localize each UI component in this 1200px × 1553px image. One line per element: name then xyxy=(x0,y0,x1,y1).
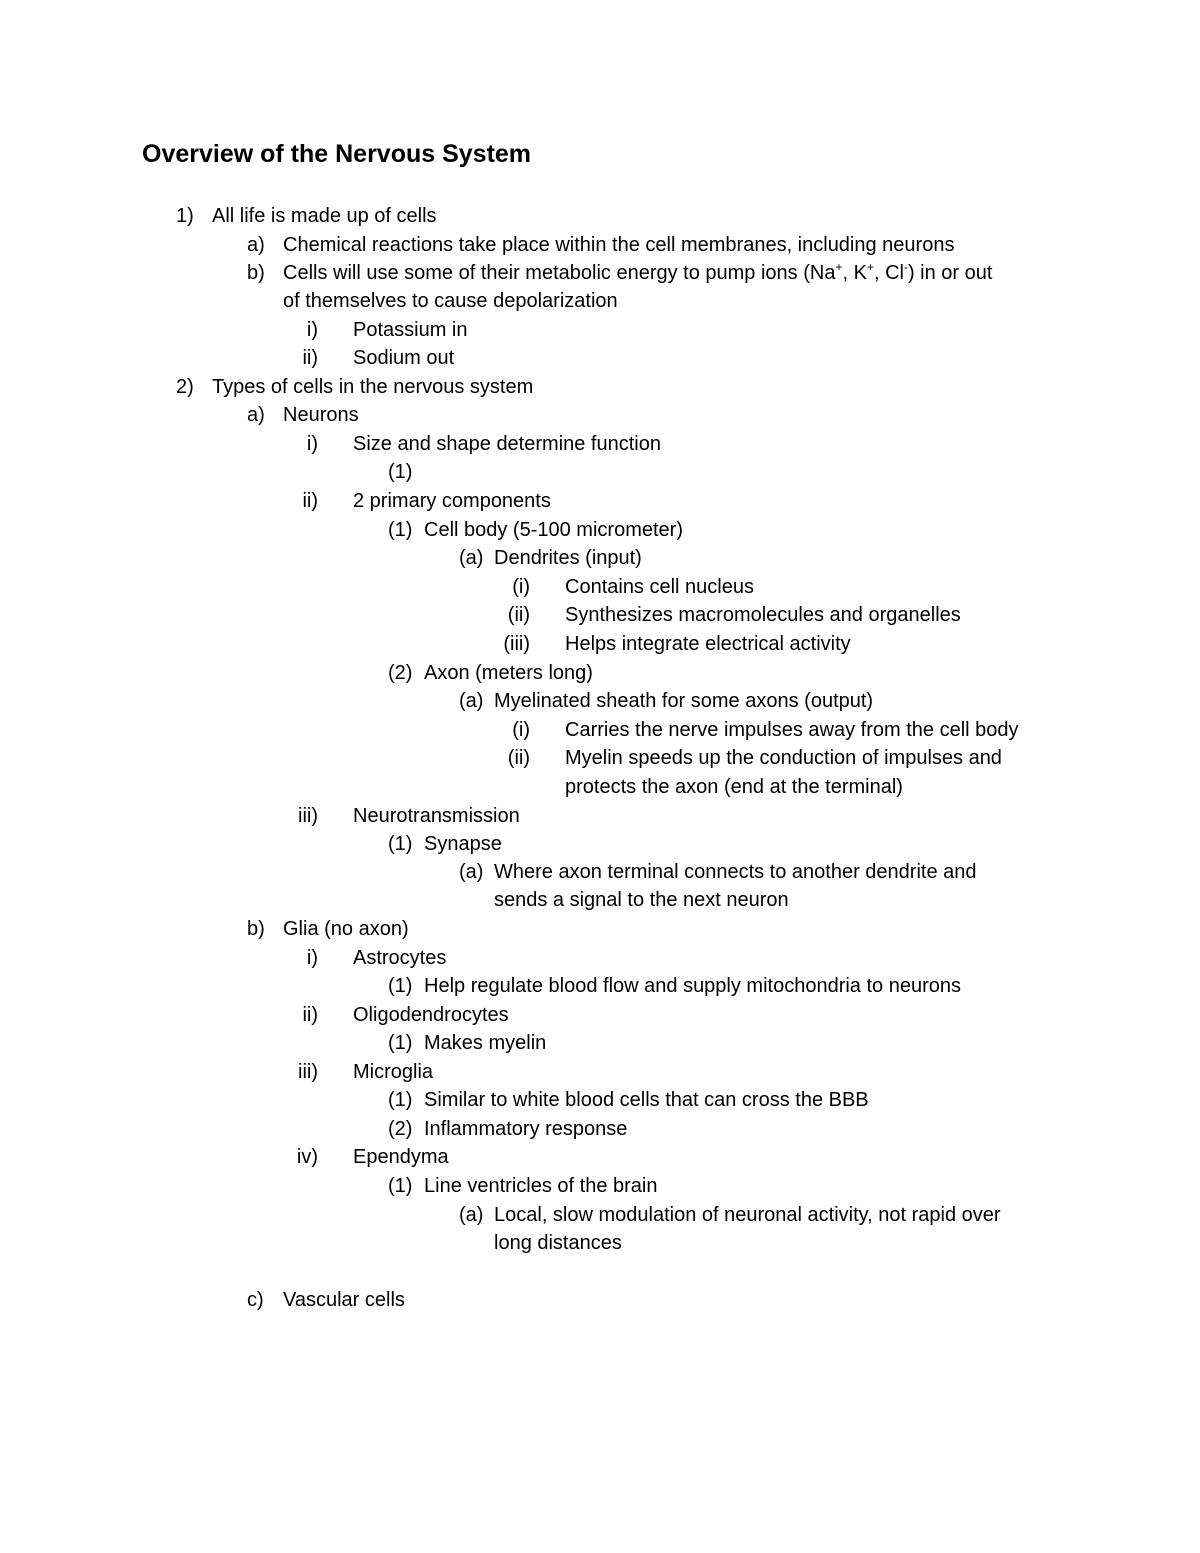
superscript: - xyxy=(903,260,908,274)
list-item-text: Ependyma xyxy=(353,1146,449,1168)
outline-item-level4 xyxy=(0,972,1200,1000)
list-item-text: Myelinated sheath for some axons (output) xyxy=(494,690,874,712)
list-marker: i) xyxy=(306,433,318,455)
outline-item-level2 xyxy=(0,1286,1200,1314)
outline-item-level4 xyxy=(0,1029,1200,1057)
list-item-text: Line ventricles of the brain xyxy=(424,1175,658,1197)
list-marker: (1) xyxy=(388,519,413,541)
list-marker: (a) xyxy=(459,690,484,712)
list-marker: (a) xyxy=(459,547,484,569)
list-marker: (i) xyxy=(512,719,530,741)
list-marker: 2) xyxy=(176,376,194,398)
list-item-text: Where axon terminal connects to another dendrite and xyxy=(494,861,977,883)
outline-item-level3 xyxy=(0,1058,1200,1086)
list-item-text: All life is made up of cells xyxy=(212,205,437,227)
list-marker: (iii) xyxy=(503,633,530,655)
outline-item-level6 xyxy=(0,573,1200,601)
list-item-text: Microglia xyxy=(353,1061,434,1083)
list-marker: b) xyxy=(247,918,265,940)
list-marker: i) xyxy=(306,319,318,341)
outline-item-level5 xyxy=(0,687,1200,715)
outline-item-level3 xyxy=(0,1001,1200,1029)
outline-item-level3 xyxy=(0,430,1200,458)
list-marker: ii) xyxy=(302,347,318,369)
list-item-text: Inflammatory response xyxy=(424,1118,628,1140)
list-marker: (ii) xyxy=(507,604,530,626)
list-marker: ii) xyxy=(302,1004,318,1026)
outline-item-level5 xyxy=(0,858,1200,886)
outline-item-level3 xyxy=(0,487,1200,515)
list-marker: (1) xyxy=(388,1175,413,1197)
outline-item-level1 xyxy=(0,202,1200,230)
list-item-text: Makes myelin xyxy=(424,1032,547,1054)
list-marker: c) xyxy=(247,1289,264,1311)
list-marker: (1) xyxy=(388,1032,413,1054)
list-marker: a) xyxy=(247,234,265,256)
list-marker: (1) xyxy=(388,833,413,855)
list-item-text: Astrocytes xyxy=(353,947,447,969)
list-item-text: Sodium out xyxy=(353,347,455,369)
list-item-text xyxy=(283,259,992,287)
text-segment: , Cl xyxy=(873,262,904,284)
list-marker: (a) xyxy=(459,861,484,883)
outline-continuation xyxy=(0,773,1200,801)
outline-item-level4 xyxy=(0,659,1200,687)
list-item-text: Neurons xyxy=(283,404,359,426)
document-title: Overview of the Nervous System xyxy=(142,140,532,168)
list-marker: i) xyxy=(306,947,318,969)
list-marker: (2) xyxy=(388,1118,413,1140)
list-item-text: long distances xyxy=(494,1232,622,1254)
outline-item-level3 xyxy=(0,316,1200,344)
list-item-text: Glia (no axon) xyxy=(283,918,409,940)
list-item-text: protects the axon (end at the terminal) xyxy=(565,776,903,798)
outline-item-level4 xyxy=(0,1115,1200,1143)
list-marker: (ii) xyxy=(507,747,530,769)
list-item-text: Types of cells in the nervous system xyxy=(212,376,534,398)
outline-item-level4 xyxy=(0,830,1200,858)
outline-item-level2 xyxy=(0,259,1200,287)
outline-item-level3 xyxy=(0,1143,1200,1171)
outline-item-level6 xyxy=(0,601,1200,629)
text-segment: Cells will use some of their metabolic energy to pump ions (Na xyxy=(283,262,836,284)
list-marker: ii) xyxy=(302,490,318,512)
outline-item-level6 xyxy=(0,630,1200,658)
list-item-text: Chemical reactions take place within the cell membranes, including neurons xyxy=(283,234,955,256)
list-item-text: Potassium in xyxy=(353,319,468,341)
list-item-text: Size and shape determine function xyxy=(353,433,661,455)
list-marker: iii) xyxy=(298,805,318,827)
outline-item-level1 xyxy=(0,373,1200,401)
outline-item-level3 xyxy=(0,344,1200,372)
outline-continuation xyxy=(0,287,1200,315)
outline-item-level2 xyxy=(0,231,1200,259)
list-marker: (a) xyxy=(459,1204,484,1226)
outline-item-level2 xyxy=(0,401,1200,429)
outline-item-level5 xyxy=(0,544,1200,572)
list-item-text: Cell body (5-100 micrometer) xyxy=(424,519,683,541)
outline-item-level6 xyxy=(0,744,1200,772)
list-item-text: Help regulate blood flow and supply mitochondria to neurons xyxy=(424,975,962,997)
outline-continuation xyxy=(0,886,1200,914)
superscript: + xyxy=(866,260,874,274)
list-item-text: Vascular cells xyxy=(283,1289,405,1311)
list-marker: a) xyxy=(247,404,265,426)
list-marker: (1) xyxy=(388,1089,413,1111)
list-marker: 1) xyxy=(176,205,194,227)
outline-item-level4 xyxy=(0,1172,1200,1200)
list-item-text: Axon (meters long) xyxy=(424,662,593,684)
outline-item-level5 xyxy=(0,1201,1200,1229)
list-marker: (i) xyxy=(512,576,530,598)
list-item-text: Synthesizes macromolecules and organelles xyxy=(565,604,961,626)
list-item-text: 2 primary components xyxy=(353,490,551,512)
list-item-text: Helps integrate electrical activity xyxy=(565,633,851,655)
outline-item-level4 xyxy=(0,1086,1200,1114)
list-item-text: Synapse xyxy=(424,833,502,855)
list-item-text: Neurotransmission xyxy=(353,805,520,827)
superscript: + xyxy=(835,260,843,274)
outline-item-level6 xyxy=(0,716,1200,744)
text-segment: ) in or out xyxy=(907,262,993,284)
outline-item-level3 xyxy=(0,802,1200,830)
list-item-text: Dendrites (input) xyxy=(494,547,642,569)
list-item-text: Similar to white blood cells that can cross the BBB xyxy=(424,1089,869,1111)
list-item-text: Carries the nerve impulses away from the cell body xyxy=(565,719,1019,741)
text-segment: , K xyxy=(842,262,867,284)
list-marker: b) xyxy=(247,262,265,284)
list-item-text: of themselves to cause depolarization xyxy=(283,290,618,312)
list-marker: (1) xyxy=(388,461,413,483)
outline-item-level2 xyxy=(0,915,1200,943)
list-item-text: Oligodendrocytes xyxy=(353,1004,509,1026)
list-marker: iii) xyxy=(298,1061,318,1083)
list-item-text: sends a signal to the next neuron xyxy=(494,889,789,911)
list-item-text: Contains cell nucleus xyxy=(565,576,754,598)
list-marker: (1) xyxy=(388,975,413,997)
outline-item-level4 xyxy=(0,458,1200,486)
list-marker: (2) xyxy=(388,662,413,684)
outline-item-level3 xyxy=(0,944,1200,972)
list-item-text: Local, slow modulation of neuronal activity, not rapid over xyxy=(494,1204,1001,1226)
outline-item-level4 xyxy=(0,516,1200,544)
outline-continuation xyxy=(0,1229,1200,1257)
list-marker: iv) xyxy=(296,1146,318,1168)
list-item-text: Myelin speeds up the conduction of impulses and xyxy=(565,747,1002,769)
